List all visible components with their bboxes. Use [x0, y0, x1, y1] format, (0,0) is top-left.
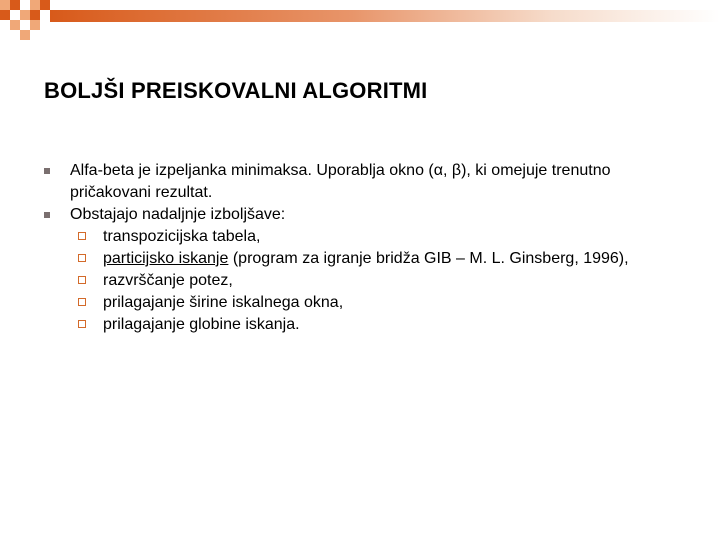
sub-bullet-text: (program za igranje bridža GIB – M. L. Ginsberg, 1996),	[228, 250, 629, 267]
bullet-text: Obstajajo nadaljnje izboljšave:	[70, 206, 286, 223]
sub-bullet-text: transpozicijska tabela,	[103, 228, 261, 245]
list-item	[44, 160, 694, 204]
bullet-text: Alfa-beta je izpeljanka minimaksa. Uporablja okno (α, β), ki omejuje trenutno pričakovani rezultat.	[70, 162, 611, 201]
decor-square	[10, 0, 20, 10]
sub-list-item	[44, 226, 694, 248]
slide-title: BOLJŠI PREISKOVALNI ALGORITMI	[44, 78, 428, 103]
hollow-square-bullet-icon	[78, 276, 86, 284]
decor-square	[30, 20, 40, 30]
sub-bullet-text: prilagajanje globine iskanja.	[103, 316, 300, 333]
square-bullet-icon	[44, 212, 50, 218]
decor-square	[20, 10, 30, 20]
sub-list-item	[44, 270, 694, 292]
decor-square	[10, 20, 20, 30]
decor-square	[30, 10, 40, 20]
square-bullet-icon	[44, 168, 50, 174]
hollow-square-bullet-icon	[78, 298, 86, 306]
sub-bullet-text: razvrščanje potez,	[103, 272, 233, 289]
decor-square	[40, 0, 50, 10]
sub-list-item	[44, 248, 694, 270]
hollow-square-bullet-icon	[78, 254, 86, 262]
gradient-band	[50, 10, 720, 22]
bullet-list	[44, 160, 694, 336]
hollow-square-bullet-icon	[78, 232, 86, 240]
hollow-square-bullet-icon	[78, 320, 86, 328]
sub-list-item	[44, 292, 694, 314]
header-decoration	[0, 0, 720, 40]
list-item	[44, 204, 694, 226]
decor-square	[0, 10, 10, 20]
sub-list-item	[44, 314, 694, 336]
decor-square	[30, 0, 40, 10]
decor-square	[0, 0, 10, 10]
sub-bullet-text: prilagajanje širine iskalnega okna,	[103, 294, 344, 311]
underlined-term: particijsko iskanje	[103, 250, 229, 267]
decor-square	[20, 30, 30, 40]
